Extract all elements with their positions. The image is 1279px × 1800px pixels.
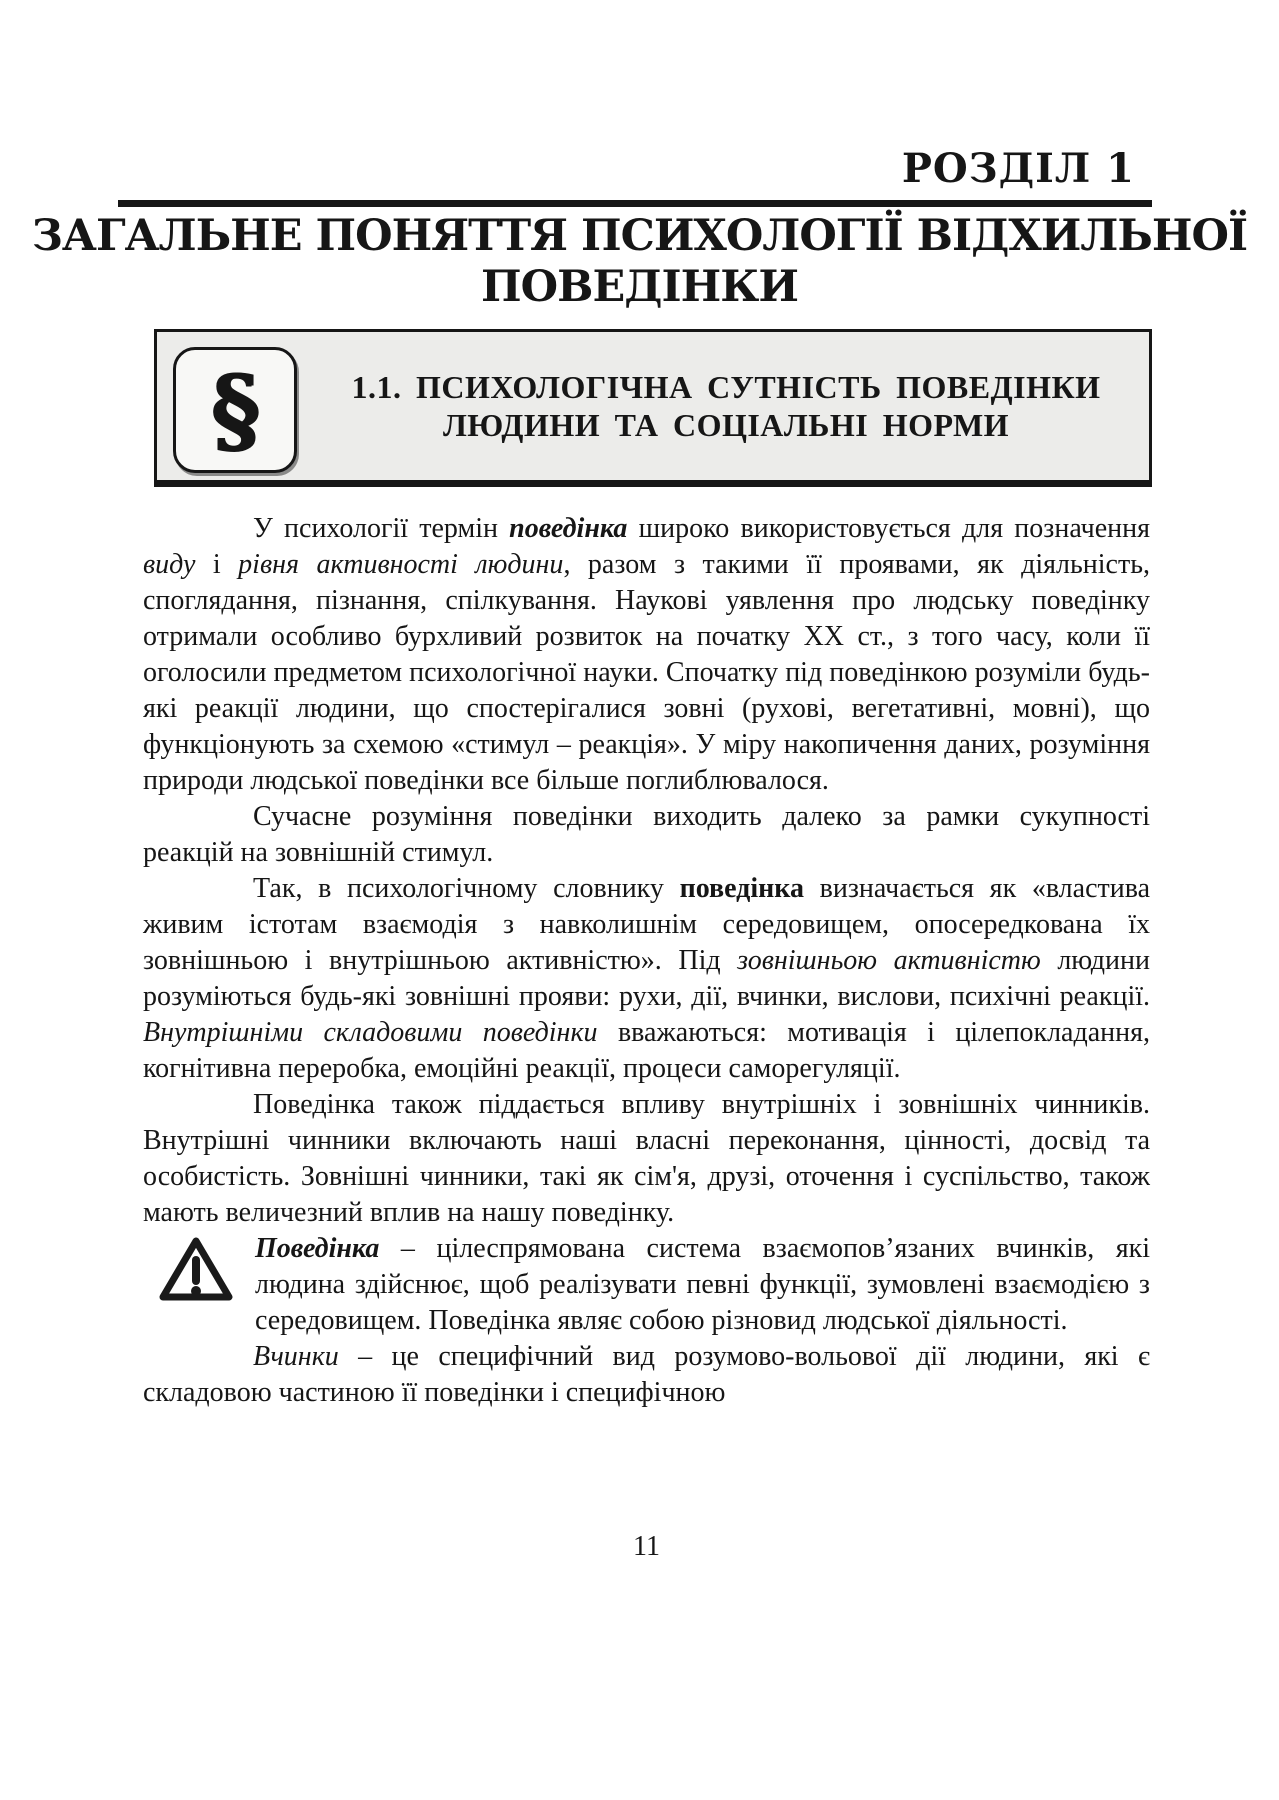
paragraph	[143, 1339, 1150, 1411]
chapter-title-line: ЗАГАЛЬНЕ ПОНЯТТЯ ПСИХОЛОГІЇ ВІДХИЛЬНОЇ	[31, 211, 1248, 261]
text-run: поведінка	[679, 873, 804, 904]
text-run: широко використовується для позначення	[627, 513, 1150, 544]
text-run: вважаються: мотивація і цілепокладання, когнітивна переробка, емоційні реакції, процеси саморегуляції.	[143, 1017, 1150, 1084]
text-run: , разом з такими її проявами, як діяльність, споглядання, пізнання, спілкування. Наукові уявлення про людську поведінку отримали особливо бурхливий розвиток на початку XX ст., з того часу, коли її оголосили предметом психологічної науки. Спочатку під поведінкою розуміли будь-які реакції людини, що спостерігалися зовні (рухові, вегетативні, мовні), що функціонують за схемою «стимул – реакція». У міру накопичення даних, розуміння природи людської поведінки все більше поглиблювалося.	[143, 549, 1150, 796]
section-heading	[303, 368, 1149, 444]
text-run: – цілеспрямована система взаємопов’язаних вчинків, які людина здійснює, щоб реалізувати певні функції, зумовлені взаємодією з середовищем. Поведінка являє собою різновид людської діяльності.	[255, 1233, 1150, 1336]
body-text	[143, 511, 1150, 1411]
text-run: зовнішньою активністю	[737, 945, 1041, 976]
paragraph	[143, 871, 1150, 1087]
section-emblem	[173, 347, 297, 473]
chapter-title	[0, 211, 1279, 313]
section-heading-line: 1.1. ПСИХОЛОГІЧНА СУТНІСТЬ ПОВЕДІНКИ	[351, 369, 1101, 405]
text-run: і	[195, 549, 239, 580]
text-run: Поведінка також піддається впливу внутрішніх і зовнішніх чинників. Внутрішні чинники включають наші власні переконання, цінності, досвід та особистість. Зовнішні чинники, такі як сім'я, друзі, оточення і суспільство, також мають величезний вплив на нашу поведінку.	[143, 1089, 1150, 1228]
text-run: поведінка	[509, 513, 628, 544]
text-run: виду	[143, 549, 196, 580]
text-run: Так, в психологічному словнику	[253, 873, 680, 904]
text-run: Поведінка	[255, 1233, 380, 1264]
paragraph	[143, 799, 1150, 871]
text-run: У психології термін	[253, 513, 510, 544]
text-run: визначається як «властива живим істотам взаємодія з навколишнім середовищем, опосередкована їх зовнішньою і внутрішньою активністю». Під	[143, 873, 1151, 976]
text-run: – це специфічний вид розумово-вольової дії людини, які є складовою частиною її поведінки і специфічною	[143, 1341, 1150, 1408]
chapter-label: РОЗДІЛ 1	[901, 145, 1135, 192]
paragraph	[143, 1087, 1150, 1231]
text-run: людини розуміються будь-які зовнішні прояви: рухи, дії, вчинки, вислови, психічні реакції.	[143, 945, 1150, 1012]
warning-triangle-icon	[143, 1231, 255, 1335]
paragraph	[143, 511, 1150, 799]
text-run: Внутрішніми складовими поведінки	[143, 1017, 598, 1048]
chapter-rule	[118, 200, 1152, 207]
chapter-title-line: ПОВЕДІНКИ	[481, 262, 798, 312]
section-sign-icon: §	[210, 355, 260, 465]
paragraph	[143, 1231, 1150, 1339]
section-heading-box	[154, 329, 1152, 487]
text-run: Вчинки	[253, 1341, 339, 1372]
text-run: Сучасне розуміння поведінки виходить далеко за рамки сукупності реакцій на зовнішній стимул.	[143, 801, 1150, 868]
text-run: рівня активності людини	[238, 549, 564, 580]
page-number: 11	[633, 1531, 660, 1562]
section-heading-line: ЛЮДИНИ ТА СОЦІАЛЬНІ НОРМИ	[442, 407, 1010, 443]
